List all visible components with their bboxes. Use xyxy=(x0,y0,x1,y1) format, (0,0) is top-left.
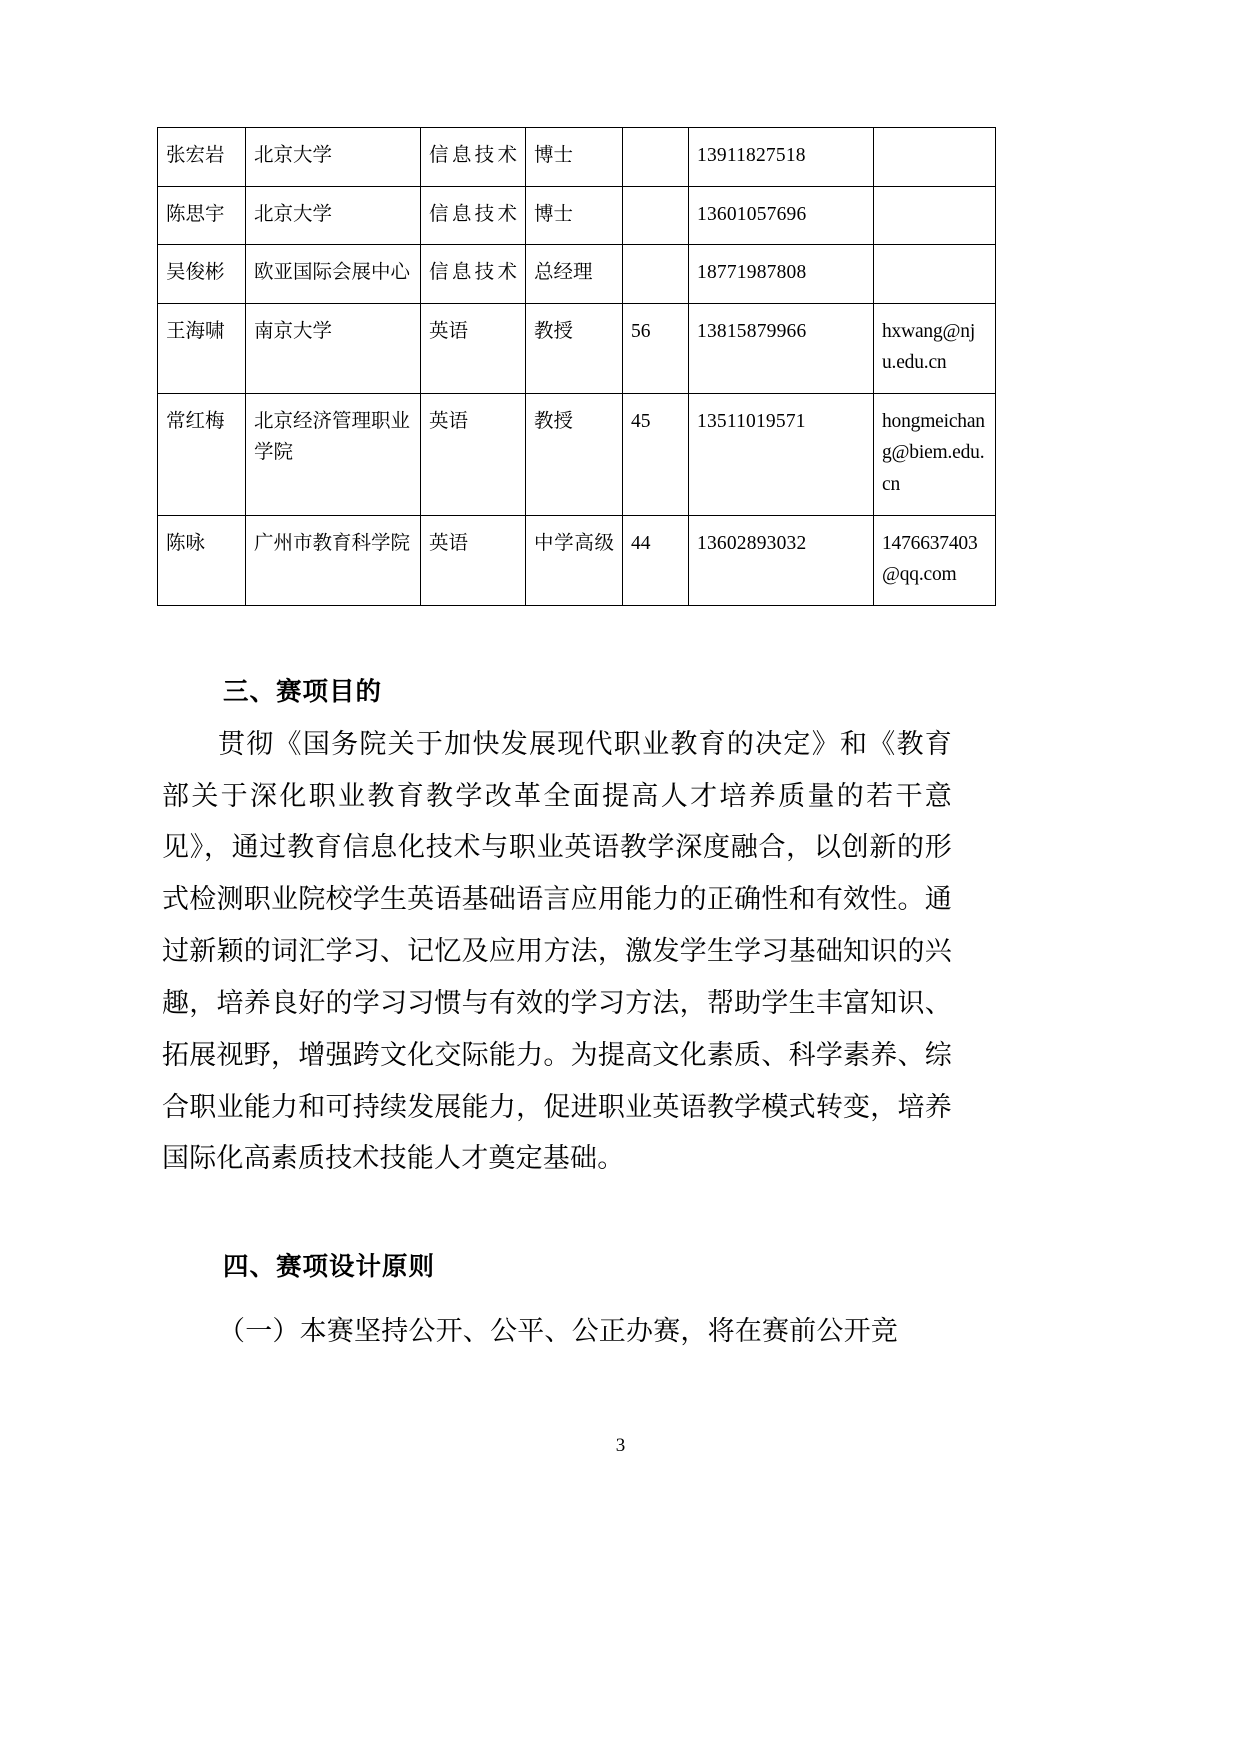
cell-email xyxy=(874,128,996,187)
cell-organization: 欧亚国际会展中心 xyxy=(246,245,421,304)
cell-age xyxy=(623,128,689,187)
cell-title: 博士 xyxy=(526,186,623,245)
cell-name: 常红梅 xyxy=(158,393,246,515)
cell-phone: 13911827518 xyxy=(689,128,874,187)
cell-field: 英语 xyxy=(421,303,526,393)
cell-name: 张宏岩 xyxy=(158,128,246,187)
cell-organization: 广州市教育科学院 xyxy=(246,515,421,605)
cell-organization: 北京大学 xyxy=(246,128,421,187)
experts-table xyxy=(157,127,996,606)
cell-email: 1476637403@qq.com xyxy=(874,515,996,605)
cell-field xyxy=(421,128,526,187)
table-row xyxy=(158,515,996,605)
section-heading-4: 四、赛项设计原则 xyxy=(223,1253,436,1282)
cell-email xyxy=(874,245,996,304)
cell-title: 教授 xyxy=(526,393,623,515)
cell-name: 陈思宇 xyxy=(158,186,246,245)
page-number: 3 xyxy=(615,1435,626,1456)
table-row xyxy=(158,128,996,187)
table-row xyxy=(158,186,996,245)
cell-title: 博士 xyxy=(526,128,623,187)
cell-phone: 13602893032 xyxy=(689,515,874,605)
cell-age xyxy=(623,245,689,304)
cell-email: hongmeichang@biem.edu.cn xyxy=(874,393,996,515)
cell-name: 吴俊彬 xyxy=(158,245,246,304)
table-row xyxy=(158,245,996,304)
cell-field xyxy=(421,186,526,245)
experts-table-wrapper xyxy=(157,127,995,606)
cell-phone: 13511019571 xyxy=(689,393,874,515)
section-heading-3: 三、赛项目的 xyxy=(223,678,383,706)
cell-age xyxy=(623,186,689,245)
spacer xyxy=(162,1185,952,1247)
experts-table-body xyxy=(158,128,996,606)
cell-age: 44 xyxy=(623,515,689,605)
cell-title: 教授 xyxy=(526,303,623,393)
document-body xyxy=(162,672,952,1358)
cell-name: 王海啸 xyxy=(158,303,246,393)
cell-field-text: 信息技术 xyxy=(429,262,517,284)
cell-age: 56 xyxy=(623,303,689,393)
cell-phone: 13601057696 xyxy=(689,186,874,245)
cell-name: 陈咏 xyxy=(158,515,246,605)
cell-field-text: 信息技术 xyxy=(429,145,517,166)
table-row xyxy=(158,303,996,393)
cell-age: 45 xyxy=(623,393,689,515)
cell-phone: 13815879966 xyxy=(689,303,874,393)
cell-field xyxy=(421,245,526,304)
cell-organization: 北京大学 xyxy=(246,186,421,245)
cell-field: 英语 xyxy=(421,515,526,605)
cell-phone: 18771987808 xyxy=(689,245,874,304)
cell-field: 英语 xyxy=(421,393,526,515)
spacer xyxy=(162,1288,952,1306)
cell-organization: 南京大学 xyxy=(246,303,421,393)
cell-email xyxy=(874,186,996,245)
cell-organization: 北京经济管理职业学院 xyxy=(246,393,421,515)
table-row xyxy=(158,393,996,515)
section-paragraph-4: （一）本赛坚持公开、公平、公正办赛，将在赛前公开竞 xyxy=(218,1316,898,1347)
cell-email: hxwang@nju.edu.cn xyxy=(874,303,996,393)
section-paragraph-3: 贯彻《国务院关于加快发展现代职业教育的决定》和《教育部关于深化职业教育教学改革全面提高人才培养质量的若干意见》，通过教育信息化技术与职业英语教学深度融合，以创新的形式检测职业院校学生英语基础语言应用能力的正确性和有效性。通过新颖的词汇学习、记忆及应用方法，激发学生学习基础知识的兴趣，培养良好的学习习惯与有效的学习方法，帮助学生丰富知识、拓展视野，增强跨文化交际能力。为提高文化素质、科学素养、综合职业能力和可持续发展能力，促进职业英语教学模式转变，培养国际化高素质技术技能人才奠定基础。 xyxy=(162,728,952,1174)
cell-title-text: 中学高级 xyxy=(534,532,614,554)
cell-title: 总经理 xyxy=(526,245,623,304)
cell-title xyxy=(526,515,623,605)
cell-field-text: 信息技术 xyxy=(429,203,517,225)
